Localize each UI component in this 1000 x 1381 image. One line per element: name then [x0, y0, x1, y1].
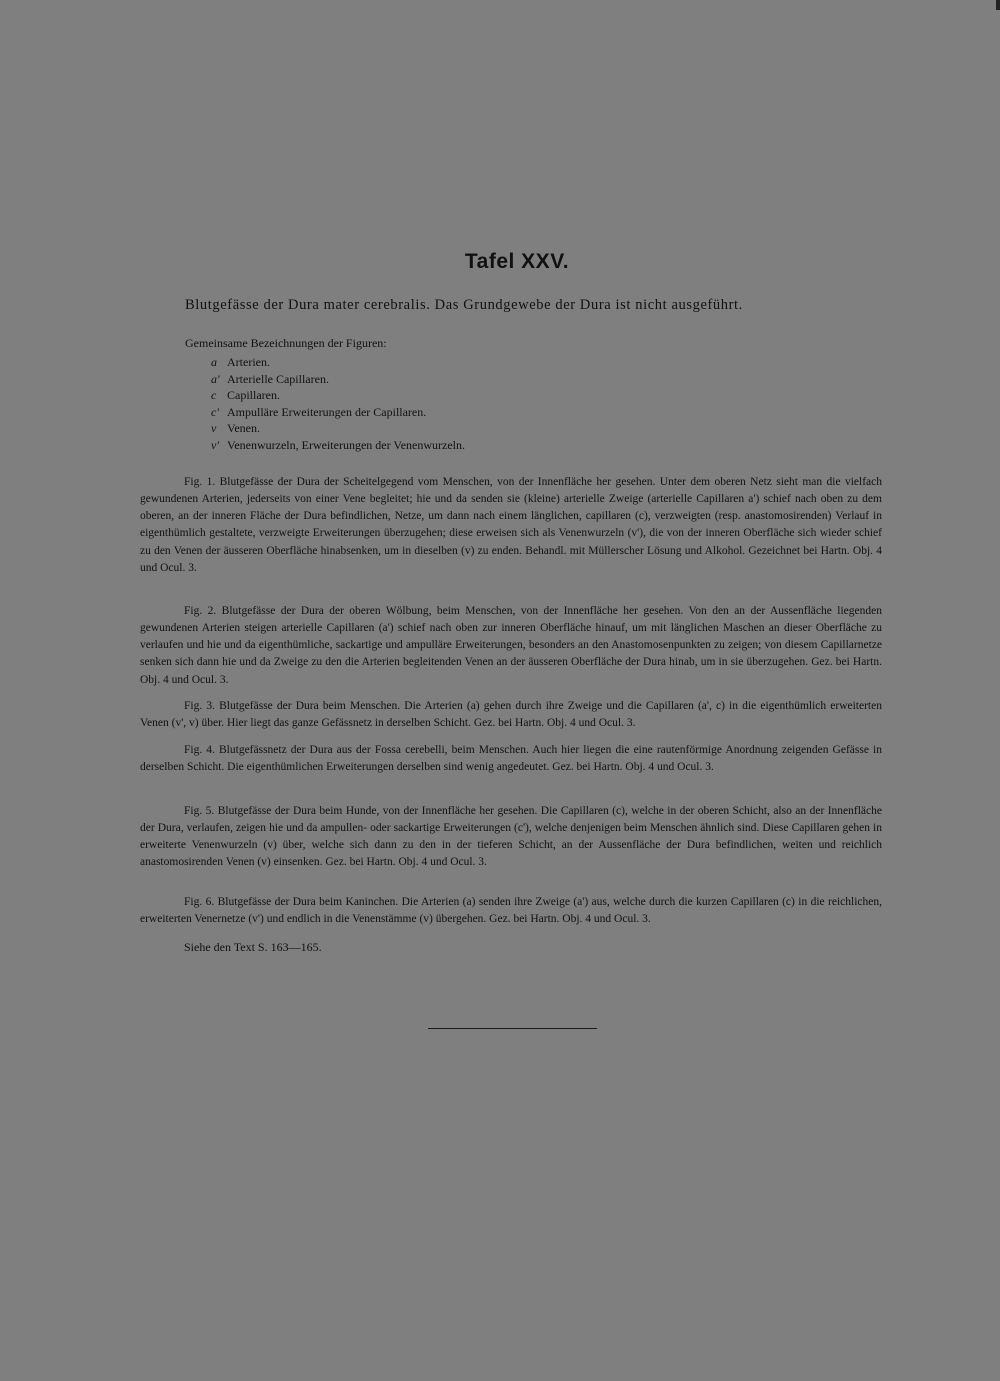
- legend-item: [185, 354, 465, 371]
- figure-caption-2: Fig. 2. Blutgefässe der Dura der oberen Wölbung, beim Menschen, von der Innenfläche her gesehen. Von den an der Aussenfläche liegenden gewundenen Arterien steigen arterielle Capillaren (a') schief nach oben zur inneren Oberfläche hinauf, um mit länglichen Maschen an dieser Oberfläche zu verlaufen und hie und da eigenthümliche, sackartige und ampulläre Erweiterungen, besonders an den Anastomosenpunkten zu zeigen; von diesem Capillarnetze senken sich dann hie und da Zweige zu den die Arterien begleitenden Venen an der äusseren Oberfläche der Dura hinab, um in sie überzugehen. Gez. bei Hartn. Obj. 4 und Ocul. 3.: [140, 604, 882, 686]
- legend-text: Venenwurzeln, Erweiterungen der Venenwurzeln.: [227, 437, 466, 452]
- legend-symbol: a: [211, 355, 217, 369]
- edge-mark: [996, 0, 1000, 10]
- legend-symbol: v': [211, 437, 219, 452]
- text-reference: Siehe den Text S. 163—165.: [184, 940, 322, 954]
- legend-item: [185, 420, 465, 437]
- legend-symbol: c: [211, 388, 217, 403]
- figure-caption-5: Fig. 5. Blutgefässe der Dura beim Hunde, von der Innenfläche her gesehen. Die Capillaren (c), welche in der oberen Schicht, also an der Innenfläche der Dura, verlaufen, zeigen hie und da ampullen- oder sackartige Erweiterungen (c'), welche denjenigen beim Menschen ähnlich sind. Diese Capillaren gehen in erweiterte Venenwurzeln (v) über, welche sich dann zu den in der tieferen Schicht, an der Aussenfläche der Dura befindlichen, weiten und reichlich anastomosirenden Venen (v) einsenken. Gez. bei Hartn. Obj. 4 und Ocul. 3.: [140, 804, 882, 869]
- legend-symbol: v: [211, 421, 217, 436]
- legend-text: Ampulläre Erweiterungen der Capillaren.: [227, 404, 427, 419]
- figure-caption-3: Fig. 3. Blutgefässe der Dura beim Menschen. Die Arterien (a) gehen durch ihre Zweige und die Capillaren (a', c) in die eigenthümlich erweiterten Venen (v', v) über. Hier liegt das ganze Gefässnetz in derselben Schicht. Gez. bei Hartn. Obj. 4 und Ocul. 3.: [140, 699, 882, 729]
- legend-text: Capillaren.: [227, 388, 280, 403]
- figure-caption-1: Fig. 1. Blutgefässe der Dura der Scheitelgegend vom Menschen, von der Innenfläche her gesehen. Unter dem oberen Netz sieht man die vielfach gewundenen Arterien, jederseits von einer Vene begleitet; hie und da senden sie (kleine) arterielle Zweige (arterielle Capillaren a') schief nach oben zu dem oberen, an der inneren Fläche der Dura befindlichen, Netze, um dann nach einem länglichen, capillaren (c), verzweigten (resp. anastomosirenden) Verlauf in eigenthümlich gestaltete, verzweigte Erweiterungen überzugehen; diese erweisen sich als Venenwurzeln (v'), die von der inneren Oberfläche sich wieder schief zu den Venen der äusseren Oberfläche hinabsenken, um in dieselben (v) zu enden. Behandl. mit Müllerscher Lösung und Alkohol. Gezeichnet bei Hartn. Obj. 4 und Ocul. 3.: [140, 475, 882, 574]
- legend-text: Venen.: [227, 421, 260, 436]
- legend-heading: Gemeinsame Bezeichnungen der Figuren:: [185, 336, 387, 350]
- legend: [185, 336, 465, 454]
- legend-text: Arterien.: [227, 355, 270, 369]
- legend-symbol: a': [211, 371, 220, 386]
- page-title: Tafel XXV.: [464, 250, 570, 273]
- figure-caption-4: Fig. 4. Blutgefässnetz der Dura aus der Fossa cerebelli, beim Menschen. Auch hier liegen die eine rautenförmige Anordnung zeigenden Gefässe in derselben Schicht. Die eigenthümlichen Erweiterungen derselben sind wenig angedeutet. Gez. bei Hartn. Obj. 4 und Ocul. 3.: [140, 743, 882, 773]
- legend-text: Arterielle Capillaren.: [227, 371, 329, 386]
- divider: [428, 1028, 597, 1029]
- legend-item: [185, 437, 465, 454]
- legend-item: [185, 404, 465, 421]
- figure-caption-6: Fig. 6. Blutgefässe der Dura beim Kaninchen. Die Arterien (a) senden ihre Zweige (a') aus, welche durch die kurzen Capillaren (c) in die reichlichen, erweiterten Venernetze (v') und endlich in die Venenstämme (v) übergehen. Gez. bei Hartn. Obj. 4 und Ocul. 3.: [140, 895, 882, 925]
- legend-symbol: c': [211, 404, 219, 419]
- legend-item: [185, 371, 465, 388]
- legend-item: [185, 387, 465, 404]
- page-subtitle: Blutgefässe der Dura mater cerebralis. Das Grundgewebe der Dura ist nicht ausgeführt.: [185, 297, 743, 313]
